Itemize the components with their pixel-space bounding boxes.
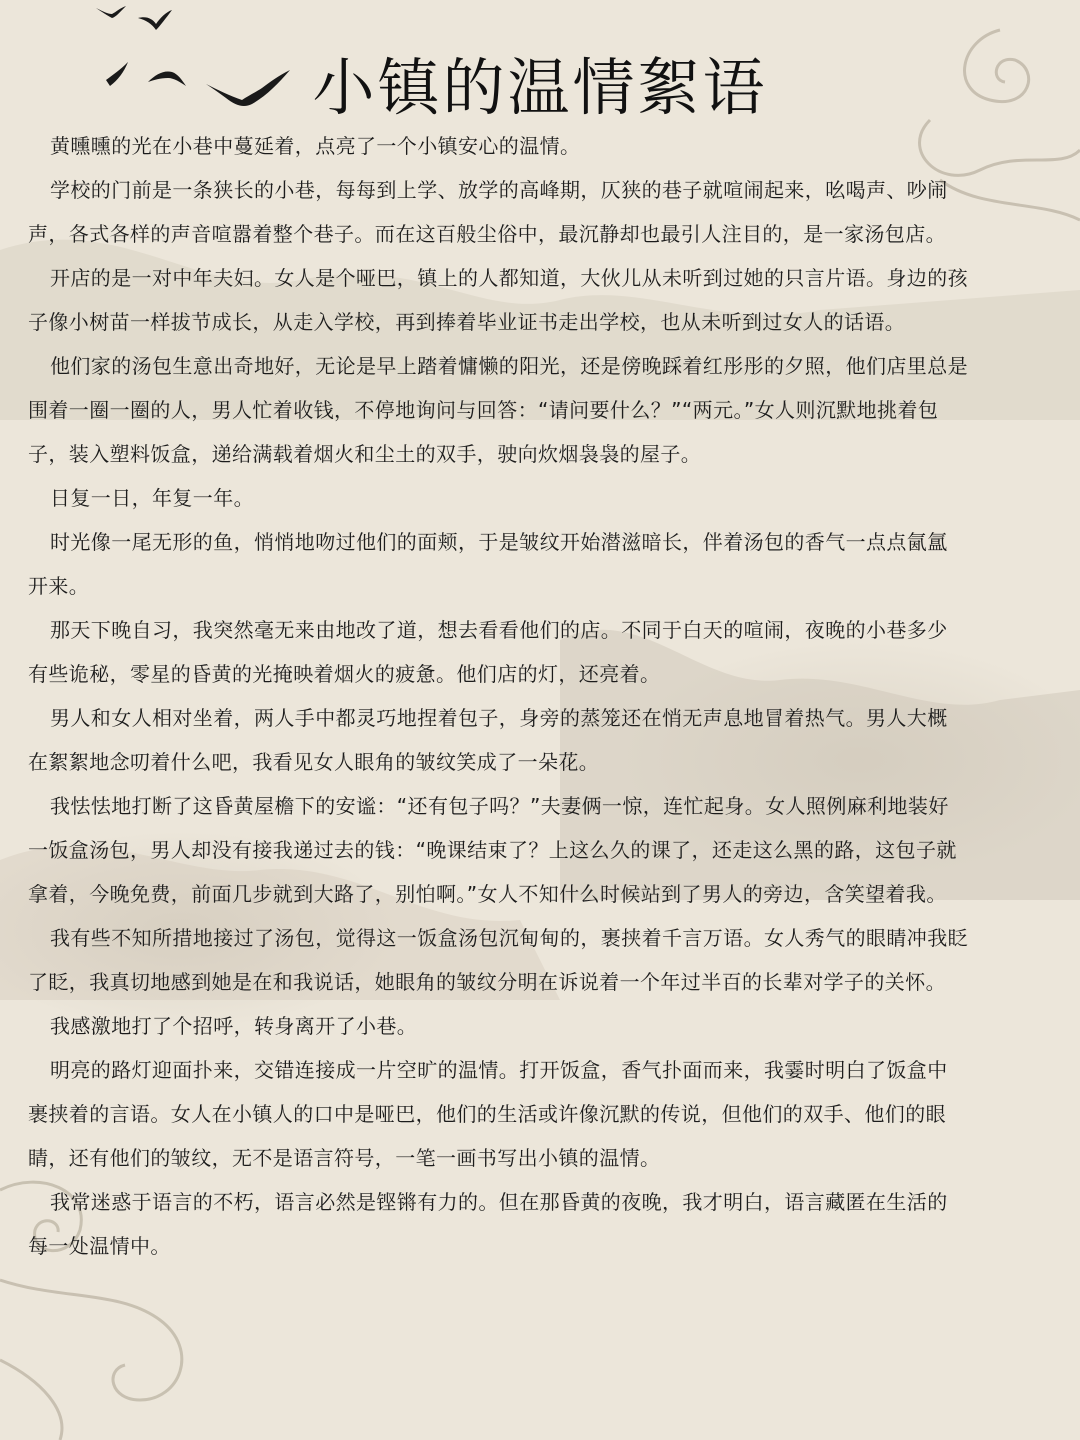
paragraph: 我怯怯地打断了这昏黄屋檐下的安谧：“还有包子吗？”夫妻俩一惊，连忙起身。女人照例麻利地装好 一饭盒汤包，男人却没有接我递过去的钱：“晚课结束了？上这么久的课了，还走这么黑的路，这包子就 拿着，今晚免费，前面几步就到大路了，别怕啊。”女人不知什么时候站到了男人的旁边，含笑望着我。 xyxy=(28,794,957,906)
paragraph: 他们家的汤包生意出奇地好，无论是早上踏着慵懒的阳光，还是傍晚踩着红彤彤的夕照，他们店里总是 围着一圈一圈的人，男人忙着收钱，不停地询问与回答：“请问要什么？”“两元。”女人则沉默地挑着包 子，装入塑料饭盒，递给满载着烟火和尘土的双手，驶向炊烟袅袅的屋子。 xyxy=(28,354,968,466)
essay-body xyxy=(28,124,1058,1268)
paragraph: 男人和女人相对坐着，两人手中都灵巧地捏着包子，身旁的蒸笼还在悄无声息地冒着热气。男人大概 在絮絮地念叨着什么吧，我看见女人眼角的皱纹笑成了一朵花。 xyxy=(28,706,948,774)
paragraph: 那天下晚自习，我突然毫无来由地改了道，想去看看他们的店。不同于白天的喧闹，夜晚的小巷多少 有些诡秘，零星的昏黄的光掩映着烟火的疲惫。他们店的灯，还亮着。 xyxy=(28,618,948,686)
paragraph: 我感激地打了个招呼，转身离开了小巷。 xyxy=(50,1014,418,1038)
paragraph: 我有些不知所措地接过了汤包，觉得这一饭盒汤包沉甸甸的，裹挟着千言万语。女人秀气的眼睛冲我眨 了眨，我真切地感到她是在和我说话，她眼角的皱纹分明在诉说着一个年过半百的长辈对学子的关怀。 xyxy=(28,926,968,994)
paragraph: 时光像一尾无形的鱼，悄悄地吻过他们的面颊，于是皱纹开始潜滋暗长，伴着汤包的香气一点点氤氲 开来。 xyxy=(28,530,948,598)
paragraph: 明亮的路灯迎面扑来，交错连接成一片空旷的温情。打开饭盒，香气扑面而来，我霎时明白了饭盒中 裹挟着的言语。女人在小镇人的口中是哑巴，他们的生活或许像沉默的传说，但他们的双手、他们的眼 睛，还有他们的皱纹，无不是语言符号，一笔一画书写出小镇的温情。 xyxy=(28,1058,948,1170)
page-title: 小镇的温情絮语 xyxy=(312,51,768,124)
paragraph: 日复一日，年复一年。 xyxy=(50,486,254,510)
paragraph: 开店的是一对中年夫妇。女人是个哑巴，镇上的人都知道，大伙儿从未听到过她的只言片语。身边的孩 子像小树苗一样拔节成长，从走入学校，再到捧着毕业证书走出学校，也从未听到过女人的话语。 xyxy=(28,266,968,334)
paragraph: 学校的门前是一条狭长的小巷，每每到上学、放学的高峰期，仄狭的巷子就喧闹起来，吆喝声、吵闹 声，各式各样的声音喧嚣着整个巷子。而在这百般尘俗中，最沉静却也最引人注目的，是一家汤包店。 xyxy=(28,178,948,246)
paragraph: 我常迷惑于语言的不朽，语言必然是铿锵有力的。但在那昏黄的夜晚，我才明白，语言藏匿在生活的 每一处温情中。 xyxy=(28,1190,948,1258)
paragraph: 黄曛曛的光在小巷中蔓延着，点亮了一个小镇安心的温情。 xyxy=(50,134,581,158)
